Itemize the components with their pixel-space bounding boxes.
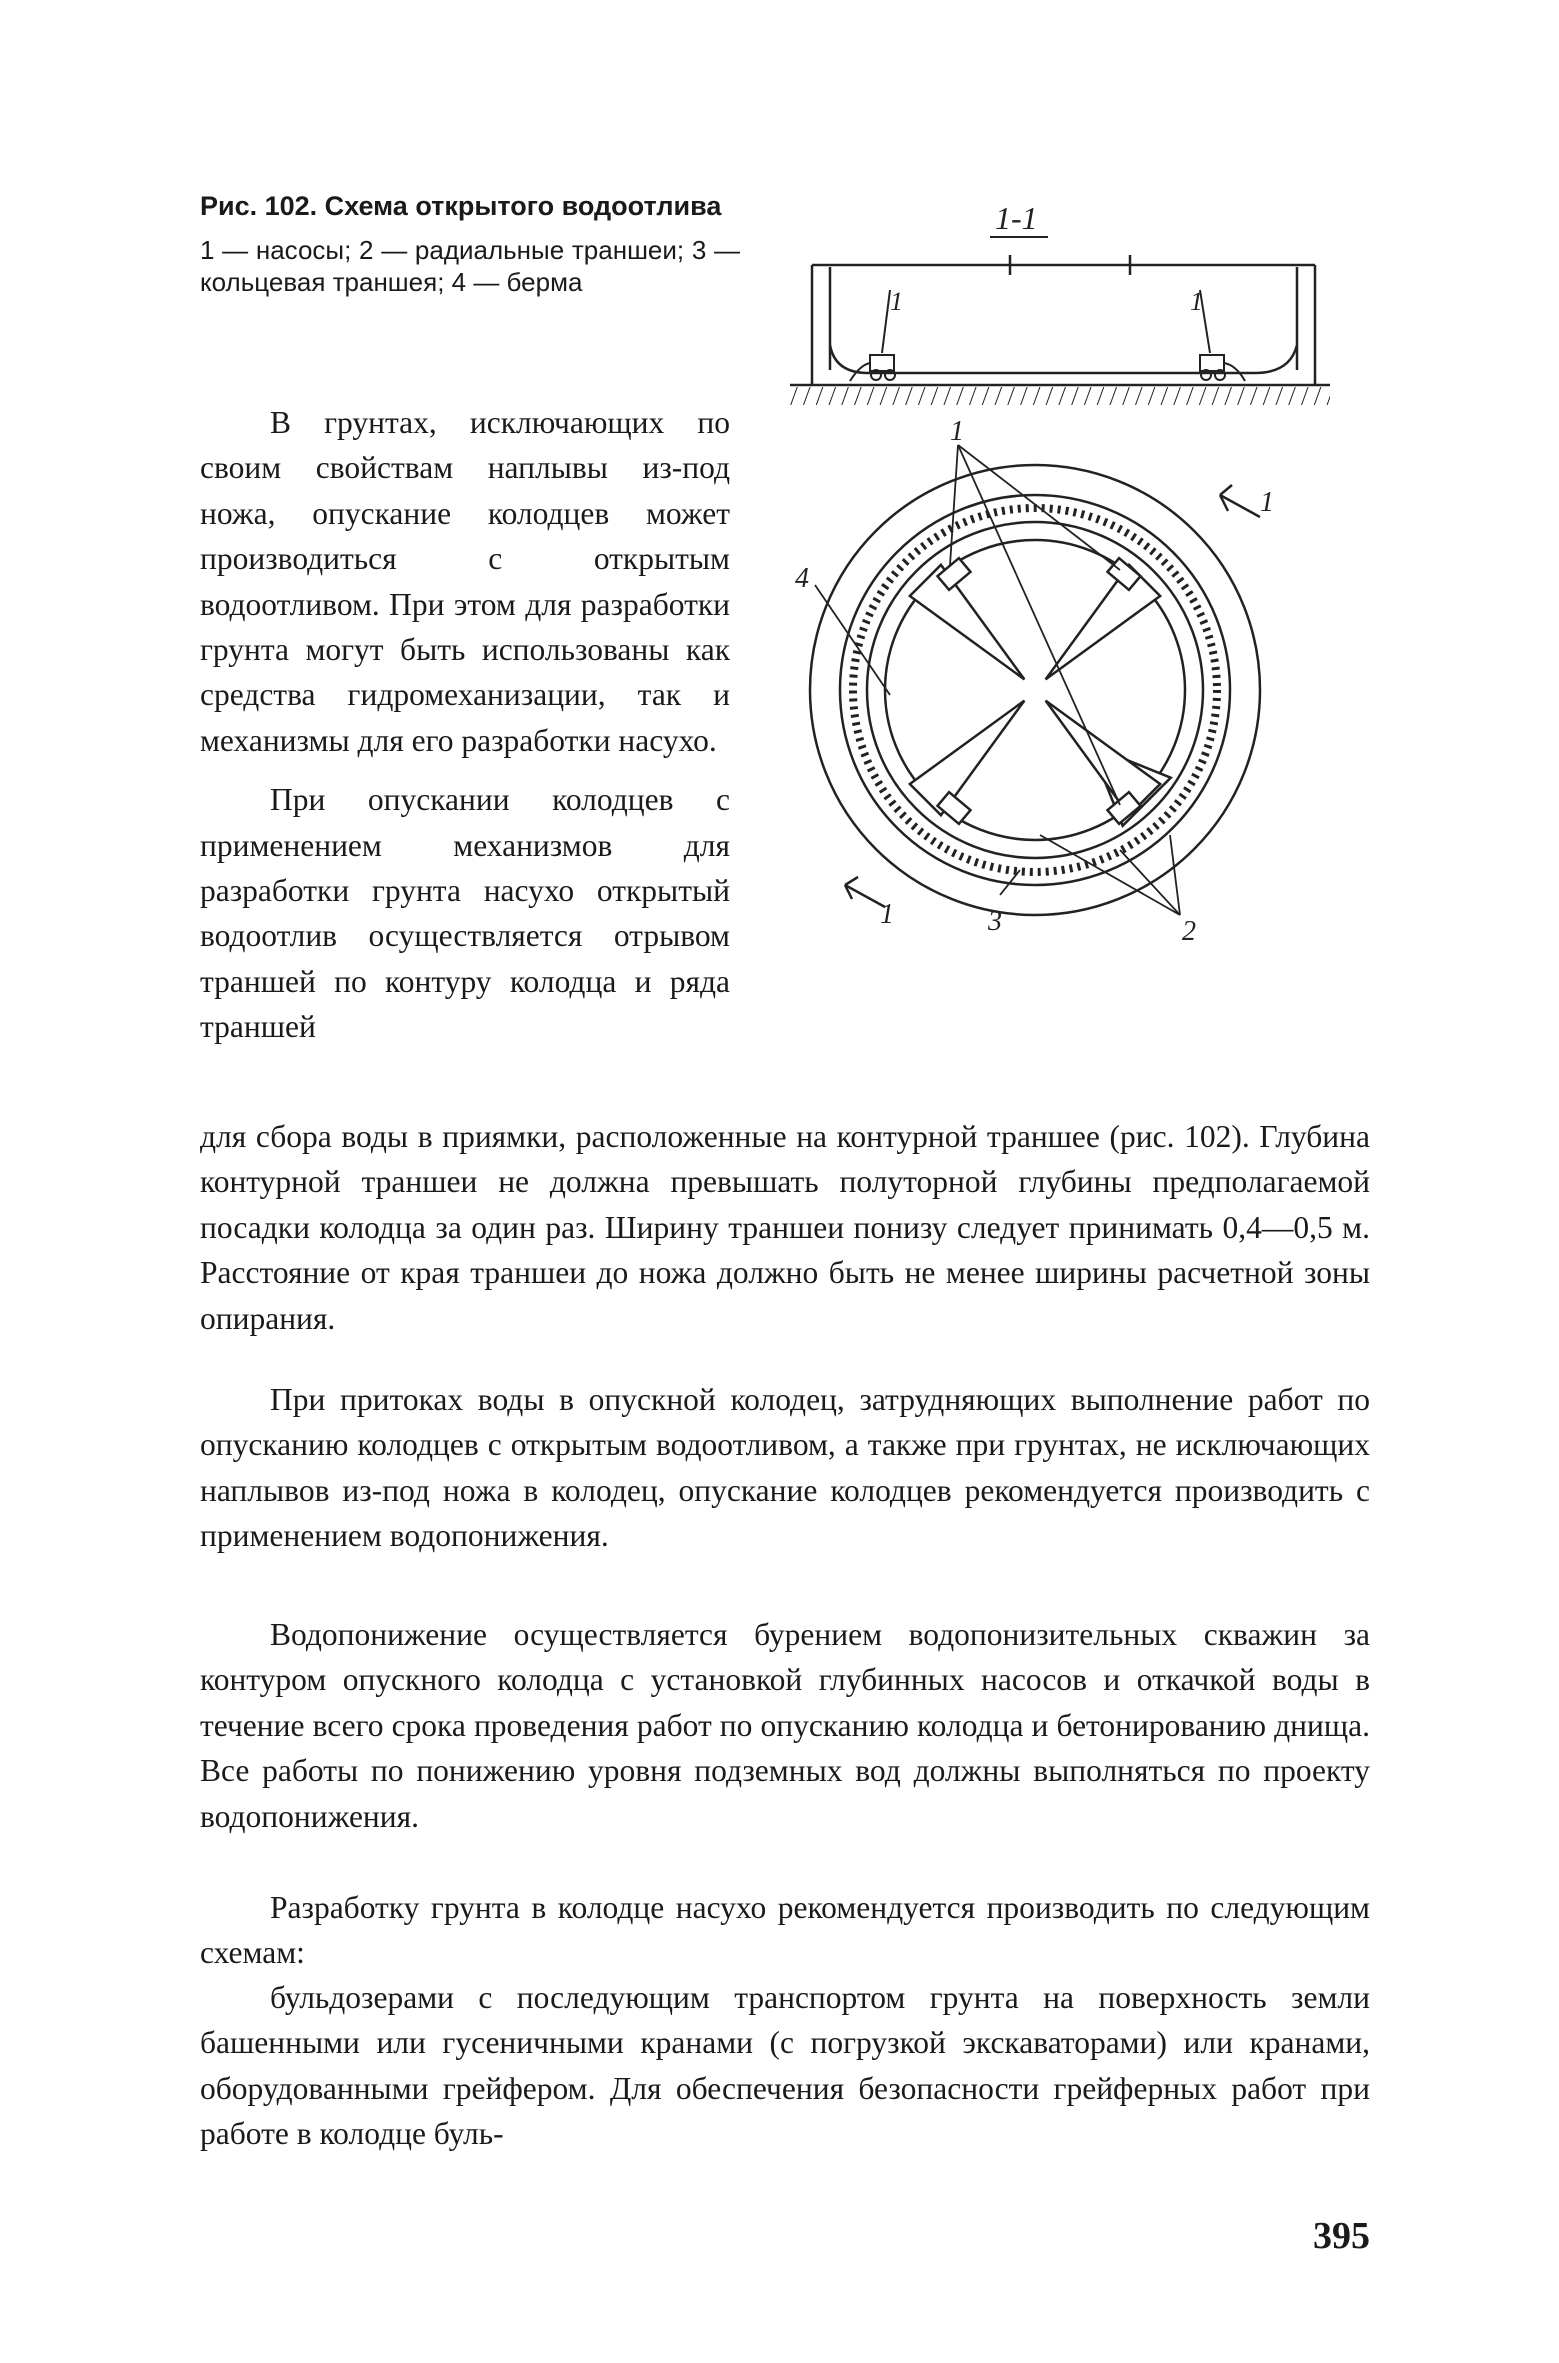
- text-column-left: [200, 400, 730, 1050]
- paragraph-6: бульдозерами с последующим транспортом грунта на поверхность земли башенными или гусеничными кранами (с погрузкой экскаваторами) или кранами, оборудованными грейфером. Для обеспечения безопасности грейферных работ при работе в колодце буль-: [200, 1980, 1370, 2152]
- paragraph-3: При притоках воды в опускной колодец, затрудняющих выполнение работ по опусканию колодцев с открытым водоотливом, а также при грунтах, не исключающих наплывов из-под ножа в колодец, опускание колодцев рекомендуется производить с применением водопонижения.: [200, 1382, 1370, 1554]
- figure-caption: [200, 190, 740, 298]
- figure-caption-title: Рис. 102. Схема открытого водоотлива: [200, 191, 722, 221]
- text-block-1: [200, 1114, 1370, 1341]
- plan-view: [810, 465, 1260, 915]
- section-pump-label-left: 1: [890, 287, 903, 316]
- ring-trench-label: 3: [988, 906, 1002, 937]
- section-pump-label-right: 1: [1190, 287, 1203, 316]
- plan-pump-label: 1: [950, 416, 964, 447]
- text-block-4: [200, 1885, 1370, 1976]
- page-number: 395: [1313, 2215, 1370, 2257]
- text-block-2: [200, 1377, 1370, 1559]
- cut-mark-label-bottom: 1: [880, 899, 894, 930]
- cut-mark-label-top: 1: [1260, 487, 1274, 518]
- figure-diagram: [790, 195, 1330, 995]
- paragraph-1: В грунтах, исключающих по своим свойствам наплывы из-под ножа, опускание колодцев может производиться с открытым водоотливом. При этом для разработки грунта могут быть использованы как средства гидромеханизации, так и механизмы для его разработки насухо.: [200, 405, 730, 758]
- paragraph-2-start: При опускании колодцев с применением механизмов для разработки грунта насухо открытый водоотлив осуществляется отрывом траншей по контуру колодца и ряда траншей: [200, 782, 730, 1045]
- paragraph-5: Разработку грунта в колодце насухо рекомендуется производить по следующим схемам:: [200, 1890, 1370, 1971]
- ground-hatching: [790, 387, 1330, 405]
- section-pumps: [850, 290, 1245, 381]
- paragraph-2-continued: для сбора воды в приямки, расположенные на контурной траншее (рис. 102). Глубина контурной траншеи не должна превышать полуторной глубины предполагаемой посадки колодца за один раз. Ширину траншеи понизу следует принимать 0,4—0,5 м. Расстояние от края траншеи до ножа должно быть не менее ширины расчетной зоны опирания.: [200, 1119, 1370, 1336]
- radial-trench-label: 2: [1182, 916, 1196, 947]
- figure-legend: 1 — насосы; 2 — радиальные траншеи; 3 — кольцевая траншея; 4 — берма: [200, 235, 740, 297]
- text-block-3: [200, 1612, 1370, 1839]
- text-block-5: [200, 1975, 1370, 2157]
- section-label: 1-1: [995, 200, 1038, 236]
- berm-label: 4: [795, 563, 809, 594]
- paragraph-4: Водопонижение осуществляется бурением водопонизительных скважин за контуром опускного колодца с установкой глубинных насосов и откачкой воды в течение всего срока проведения работ по опусканию колодца и бетонированию днища. Все работы по понижению уровня подземных вод должны выполняться по проекту водопонижения.: [200, 1617, 1370, 1834]
- radial-trenches: [910, 565, 1171, 826]
